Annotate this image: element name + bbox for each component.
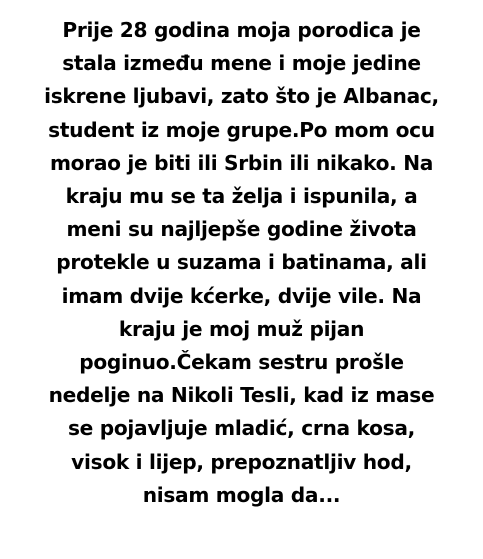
- story-line: kraju je moj muž pijan: [118, 316, 365, 341]
- story-line: protekle u suzama i batinama, ali: [56, 250, 427, 275]
- story-line: stala između mene i moje jedine: [62, 51, 421, 76]
- story-text: [0, 14, 483, 512]
- story-line: poginuo.Čekam sestru prošle: [79, 350, 404, 375]
- story-line: student iz moje grupe.Po mom ocu: [48, 117, 435, 142]
- story-line: morao je biti ili Srbin ili nikako. Na: [49, 150, 434, 175]
- story-line: meni su najljepše godine života: [66, 217, 417, 242]
- story-line: nisam mogla da...: [142, 482, 341, 507]
- story-line: iskrene ljubavi, zato što je Albanac,: [44, 84, 439, 109]
- story-line: visok i lijep, prepoznatljiv hod,: [71, 449, 412, 474]
- story-line: kraju mu se ta želja i ispunila, a: [65, 184, 418, 209]
- story-line: Prije 28 godina moja porodica je: [62, 18, 421, 42]
- story-line: imam dvije kćerke, dvije vile. Na: [61, 283, 422, 308]
- story-line: nedelje na Nikoli Tesli, kad iz mase: [48, 383, 435, 408]
- story-line: se pojavljuje mladić, crna kosa,: [67, 416, 416, 441]
